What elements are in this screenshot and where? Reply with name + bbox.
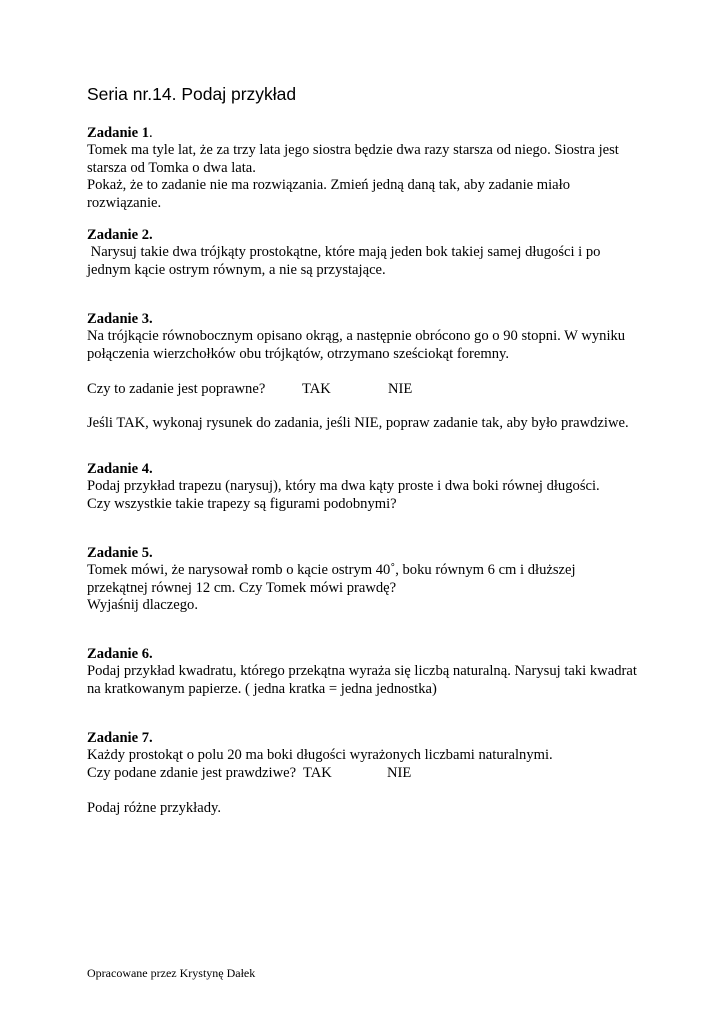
task-3-question-row bbox=[87, 381, 687, 398]
task-7-title: Zadanie 7. bbox=[87, 730, 153, 746]
task-4-line-1: Podaj przykład trapezu (narysuj), który ma dwa kąty proste i dwa boki równej długości. bbox=[87, 478, 600, 495]
task-3-answer-yes: TAK bbox=[302, 380, 331, 397]
task-5-line-3: Wyjaśnij dlaczego. bbox=[87, 597, 198, 614]
task-7-instruction: Podaj różne przykłady. bbox=[87, 799, 222, 816]
task-6-line-2: na kratkowanym papierze. ( jedna kratka = jedna jednostka) bbox=[87, 680, 437, 697]
task-6 bbox=[87, 646, 687, 698]
task-1-line-4: rozwiązanie. bbox=[87, 194, 162, 211]
task-7-answer-yes: TAK bbox=[303, 764, 332, 781]
task-3-line-2: połączenia wierzchołków obu trójkątów, otrzymano sześciokąt foremny. bbox=[87, 345, 509, 362]
task-7-answer-no: NIE bbox=[387, 764, 412, 781]
task-2-title: Zadanie 2. bbox=[87, 227, 153, 243]
task-5-line-1: Tomek mówi, że narysował romb o kącie ostrym 40˚, boku równym 6 cm i dłuższej bbox=[87, 562, 576, 579]
document-page bbox=[87, 0, 687, 1024]
task-3-line-1: Na trójkącie równobocznym opisano okrąg, a następnie obrócono go o 90 stopni. W wyniku bbox=[87, 328, 626, 345]
task-3-instruction: Jeśli TAK, wykonaj rysunek do zadania, jeśli NIE, popraw zadanie tak, aby było prawdziwe. bbox=[87, 415, 629, 432]
task-1-line-3: Pokaż, że to zadanie nie ma rozwiązania. Zmień jedną daną tak, aby zadanie miało bbox=[87, 177, 570, 194]
task-1-title: Zadanie 1 bbox=[87, 125, 150, 141]
task-3-title: Zadanie 3. bbox=[87, 311, 153, 327]
task-4 bbox=[87, 461, 687, 513]
task-5 bbox=[87, 545, 687, 615]
task-1-line-1: Tomek ma tyle lat, że za trzy lata jego siostra będzie dwa razy starsza od niego. Siostra jest bbox=[87, 142, 619, 159]
task-3-question: Czy to zadanie jest poprawne? bbox=[87, 380, 266, 397]
task-2-line-2: jednym kącie ostrym równym, a nie są przystające. bbox=[87, 261, 386, 278]
task-5-title: Zadanie 5. bbox=[87, 545, 153, 561]
task-7-question: Czy podane zdanie jest prawdziwe? bbox=[87, 764, 297, 781]
task-4-line-2: Czy wszystkie takie trapezy są figurami podobnymi? bbox=[87, 495, 397, 512]
task-2 bbox=[87, 227, 687, 279]
task-3 bbox=[87, 311, 687, 433]
page-footer: Opracowane przez Krystynę Dałek bbox=[87, 966, 256, 980]
task-6-title: Zadanie 6. bbox=[87, 646, 153, 662]
task-1 bbox=[87, 125, 687, 212]
task-3-answer-no: NIE bbox=[388, 380, 413, 397]
task-7-line-1: Każdy prostokąt o polu 20 ma boki długości wyrażonych liczbami naturalnymi. bbox=[87, 747, 553, 764]
task-7-question-row bbox=[87, 765, 687, 782]
task-6-line-1: Podaj przykład kwadratu, którego przekątna wyraża się liczbą naturalną. Narysuj taki kwadrat bbox=[87, 663, 637, 680]
task-2-line-1: Narysuj takie dwa trójkąty prostokątne, które mają jeden bok takiej samej długości i po bbox=[87, 244, 601, 261]
task-7 bbox=[87, 730, 687, 817]
task-5-line-2: przekątnej równej 12 cm. Czy Tomek mówi prawdę? bbox=[87, 579, 397, 596]
task-heading bbox=[87, 125, 687, 142]
task-1-title-suffix: . bbox=[149, 125, 153, 141]
task-1-line-2: starsza od Tomka o dwa lata. bbox=[87, 159, 256, 176]
page-title: Seria nr.14. Podaj przykład bbox=[87, 84, 297, 104]
task-4-title: Zadanie 4. bbox=[87, 461, 153, 477]
